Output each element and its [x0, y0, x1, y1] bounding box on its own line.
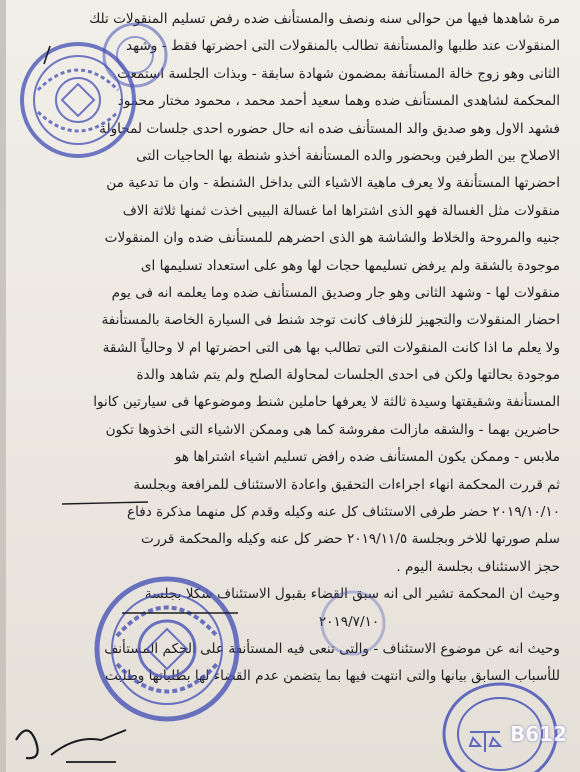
text-line-20: سلم صورتها للاخر وبجلسة ٢٠١٩/١١/٥ حضر كل عنه وكيله والمحكمة قررت — [141, 531, 560, 548]
text-line-9: جنيه والمروحة والخلاط والشاشة هو الذى احضرهم للمستأنف ضده وان المنقولات — [104, 230, 560, 247]
stamp-code-label: B612 — [510, 722, 567, 746]
text-line-13: ولا يعلم ما اذا كانت المنقولات التى تطالب بها هى التى احضرتها ام لا وحالياً الشقة — [102, 339, 560, 356]
text-line-8: منقولات مثل الغسالة فهو الذى اشتراها اما غسالة البيبى اخذت ثمنها ثلاثة الاف — [122, 202, 560, 219]
text-line-16: حاضرين بهما - والشقه مازالت مفروشة كما هى وممكن الاشياء التى اخذوها تكون — [105, 421, 560, 438]
court-seal-middle — [318, 588, 388, 658]
text-line-12: احضار المنقولات والتجهيز للزفاف كانت توجد شنط فى السيارة الخاصة بالمستأنفة — [101, 312, 560, 329]
text-line-11: منقولات لها - وشهد الثانى وهو جار وصديق المستأنف ضده وما يعلمه انه فى يوم — [111, 284, 560, 301]
text-line-14: موجودة بحالتها ولكن فى احدى الجلسات لمحاولة الصلح ولم يتم شاهد والدة — [136, 367, 560, 384]
text-line-10: موجودة بالشقة ولم يرفض تسليمها حجات لها وهو على استعداد تسليمها اى — [140, 257, 560, 274]
text-line-24: وحيث انه عن موضوع الاستئناف - والتى تنعى فيه المستأنفة على الحكم المستأنف — [104, 640, 560, 657]
handwritten-signature — [6, 700, 136, 772]
text-line-4: المحكمة لشاهدى المستأنف ضده وهما سعيد أحمد محمد ، محمود مختار محمود — [117, 93, 560, 110]
underline-stroke-2 — [120, 603, 240, 622]
text-line-6: الاصلاح بين الطرفين وبحضور والده المستأنفة أخذو شنطة بها الحاجيات التى — [136, 147, 560, 164]
text-line-22: وحيث ان المحكمة تشير الى انه سبق القضاء بقبول الاستئناف شكلا بجلسة — [144, 586, 560, 603]
text-line-7: احضرتها المستأنفة ولا يعرف ماهية الاشياء التى بداخل الشنطة - وان ما تدعية من — [106, 175, 560, 192]
text-line-2: المنقولات عند طلبها والمستأنفة تطالب بالمنقولات التى احضرتها فقط - وشهد — [126, 38, 560, 55]
underline-stroke — [60, 493, 150, 512]
text-line-19: ٢٠١٩/١٠/١٠ حضر طرفى الاستئناف كل عنه وكيله وقدم كل منهما مذكرة دفاع — [127, 504, 560, 521]
binding-edge — [0, 0, 6, 772]
text-line-23: ٢٠١٩/٧/١٠ — [318, 613, 380, 630]
text-line-15: المستأنفة وشقيقتها وسيدة ثالثة لا يعرفها حاملين شنط وموضوعها فى سيارتين كانوا — [93, 394, 560, 411]
text-line-18: ثم قررت المحكمة انهاء اجراءات التحقيق واعادة الاستئناف للمرافعة وبجلسة — [133, 476, 560, 493]
text-line-1: مرة شاهدها فيها من حوالى سنه ونصف والمستأنف ضده رفض تسليم المنقولات تلك — [89, 11, 560, 27]
slash-mark — [40, 44, 54, 70]
text-line-25: للأسباب السابق بيانها والتى انتهت فيها بما يتضمن عدم القضاء لها بطلباتها وطلبت — [105, 668, 560, 685]
text-line-21: حجز الاستئناف بجلسة اليوم . — [396, 558, 560, 575]
court-seal-small — [100, 20, 170, 90]
text-line-3: الثانى وهو زوج خالة المستأنفة بمضمون شهادة سابقة - وبذات الجلسة استمعت — [117, 65, 560, 82]
text-line-5: فشهد الاول وهو صديق والد المستأنف ضده انه حال حضوره احدى جلسات لمحاولة — [99, 120, 560, 137]
text-line-17: ملابس - وممكن يكون المستأنف ضده رافض تسليم اشياء اشتراها هو — [174, 449, 560, 466]
